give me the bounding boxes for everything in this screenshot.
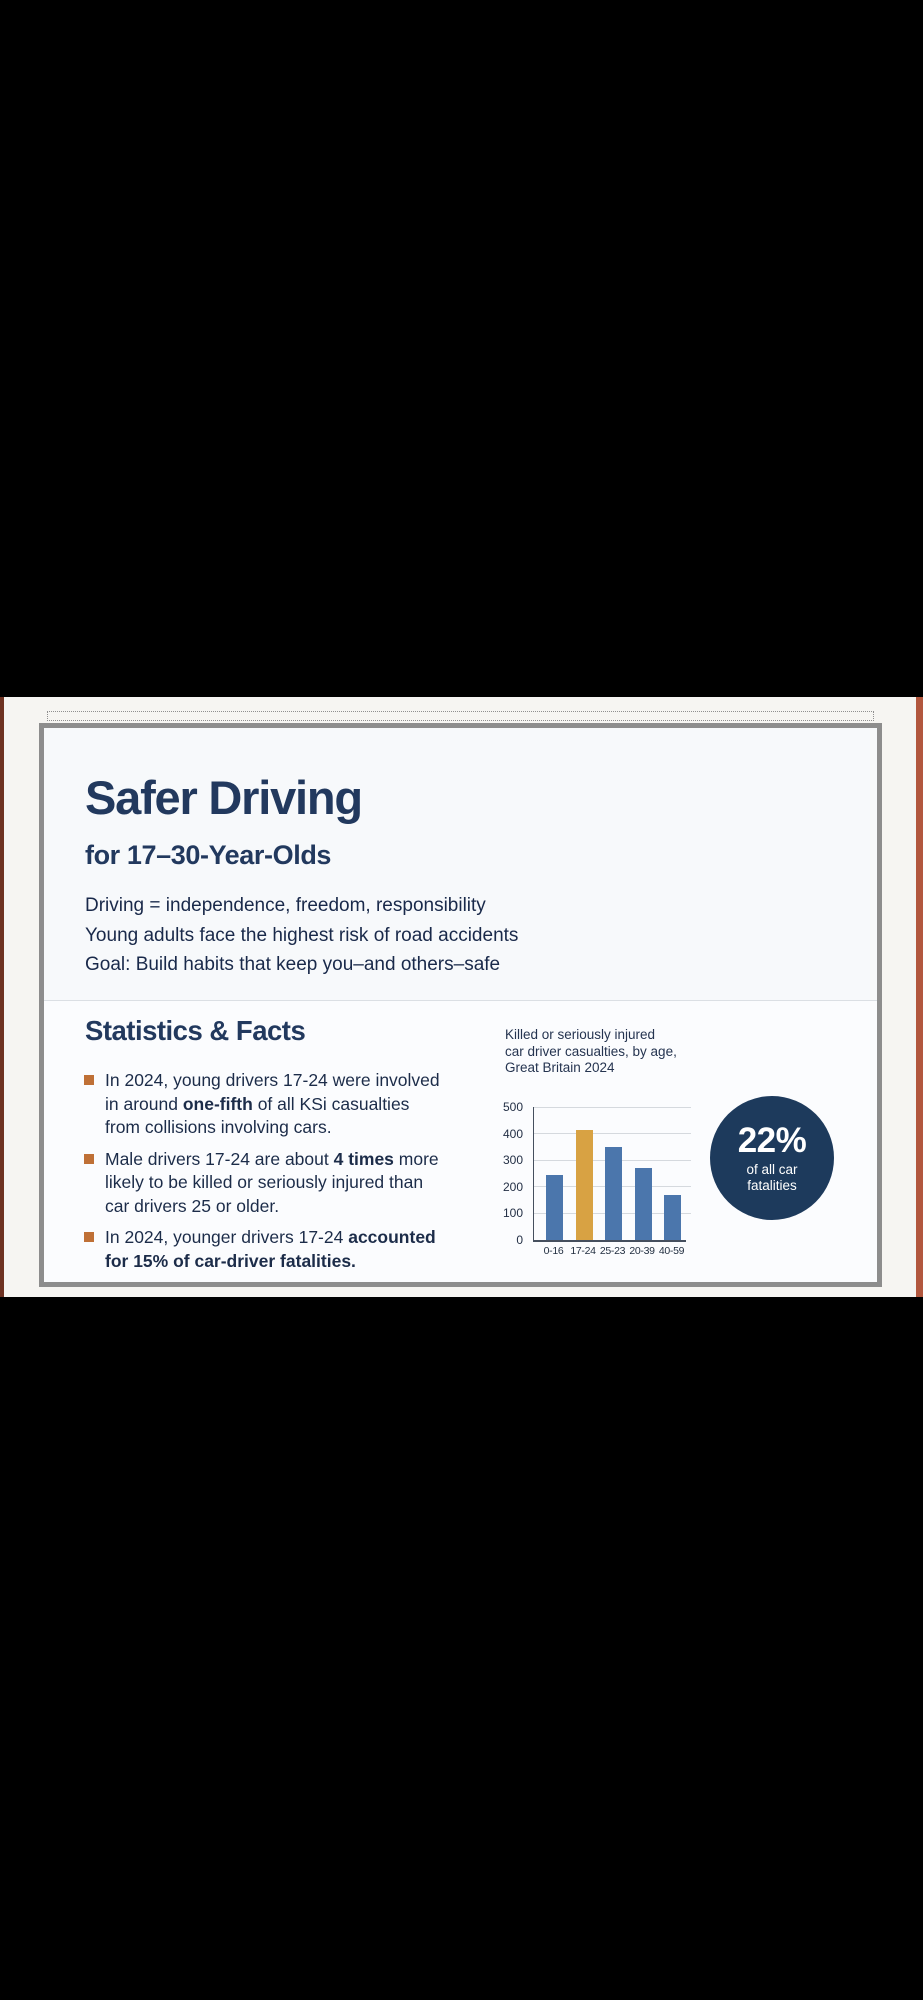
chart-gridline — [534, 1107, 691, 1108]
empty-placeholder[interactable] — [47, 711, 874, 721]
bullet-square-icon — [84, 1232, 94, 1242]
bullet-text: of all KSi casualties from collisions involving cars. — [105, 1093, 410, 1137]
chart-x-axis-labels — [533, 1245, 685, 1259]
badge-caption — [746, 1162, 797, 1194]
chart-y-tick-label: 400 — [502, 1126, 523, 1141]
bullet-text-bold: accounted for 15% of car-driver fatalities. — [105, 1227, 436, 1271]
chart-y-tick-label: 500 — [502, 1100, 523, 1114]
chart-title — [505, 1027, 677, 1077]
chart-x-tick-label: 25-23 — [599, 1245, 626, 1257]
bullet-item — [84, 1148, 440, 1219]
chart-bar — [664, 1195, 681, 1240]
bullet-text-bold: one-fifth — [182, 1093, 253, 1114]
chart-bar — [605, 1147, 622, 1240]
bullet-text: In 2024, younger drivers 17-24 — [105, 1227, 349, 1247]
chart-title-line-2: car driver casualties, by age, — [505, 1043, 677, 1059]
intro-line-3: Goal: Build habits that keep you–and others–safe — [85, 954, 501, 975]
stat-badge — [710, 1096, 834, 1220]
badge-caption-line-1: of all car — [746, 1161, 798, 1177]
badge-caption-line-2: fatalities — [747, 1177, 797, 1193]
chart-plot — [533, 1107, 686, 1242]
left-edge-accent — [0, 697, 4, 1297]
chart-y-tick-label: 300 — [502, 1153, 523, 1168]
chart-x-tick-label: 17-24 — [570, 1245, 596, 1257]
slide[interactable] — [39, 723, 882, 1287]
chart-y-tick-label: 200 — [502, 1179, 523, 1194]
intro-text — [85, 891, 518, 980]
chart-x-tick-label: 20-39 — [629, 1245, 655, 1257]
chart-title-line-3: Great Britain 2024 — [505, 1060, 615, 1075]
bullet-text: more likely to be killed or seriously injured than car drivers 25 or older. — [105, 1148, 439, 1216]
chart-bar — [546, 1175, 563, 1240]
chart-x-tick-label: 40-59 — [658, 1245, 685, 1257]
bullet-square-icon — [84, 1075, 94, 1085]
page-subtitle: for 17–30-Year-Olds — [85, 840, 332, 870]
chart-y-axis-labels — [493, 1100, 527, 1247]
chart-y-tick-label: 100 — [502, 1206, 523, 1221]
bullet-text: In 2024, young drivers 17-24 were involved in around — [105, 1070, 440, 1114]
stats-heading: Statistics & Facts — [85, 1015, 306, 1046]
chart-title-line-1: Killed or seriously injured — [505, 1027, 656, 1042]
badge-value: 22% — [737, 1120, 807, 1160]
intro-line-2: Young adults face the highest risk of road accidents — [85, 924, 519, 946]
chart-bar — [635, 1168, 652, 1240]
chart-gridline — [534, 1133, 691, 1134]
chart-x-tick-label: 0-16 — [543, 1245, 564, 1257]
chart-bar-highlighted — [576, 1130, 593, 1240]
chart-y-tick-label: 0 — [516, 1233, 523, 1247]
page-title: Safer Driving — [85, 771, 362, 824]
right-edge-accent — [916, 697, 923, 1297]
bullet-text-bold: 4 times — [333, 1148, 394, 1169]
bullet-square-icon — [84, 1154, 94, 1164]
bullet-list — [84, 1069, 440, 1281]
bullet-item — [84, 1069, 440, 1140]
bullet-item — [84, 1226, 440, 1273]
intro-line-1: Driving = independence, freedom, responsibility — [85, 895, 486, 916]
bullet-text: Male drivers 17-24 are about — [105, 1148, 334, 1169]
